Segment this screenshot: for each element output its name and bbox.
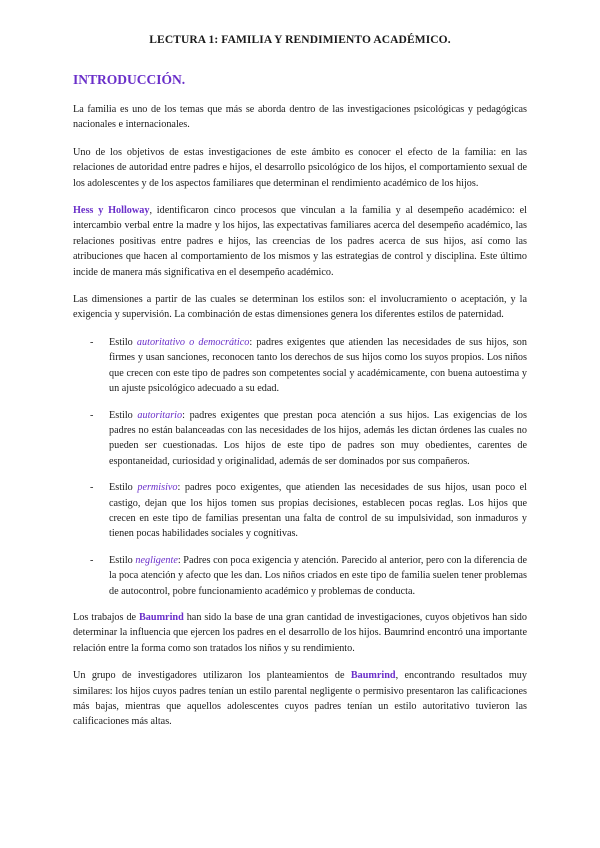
author-name-baumrind: Baumrind — [139, 611, 184, 623]
paragraph-5-lead: Los trabajos de — [73, 611, 140, 623]
list-dash: - — [90, 482, 94, 494]
parenting-styles-list — [73, 335, 527, 599]
list-item-style-autoritativo — [73, 335, 527, 397]
style-description: : Padres con poca exigencia y atención. Parecido al anterior, pero con la diferencia de la poca atención y afecto que les dan. Los niños criados en este tipo de familia suelen tener problemas de autocontrol, pobre funcionamiento académico y problemas de conducta. — [109, 554, 527, 597]
list-item-style-permisivo — [73, 480, 527, 542]
style-prefix: Estilo — [109, 482, 138, 494]
document-page — [73, 34, 527, 742]
list-dash: - — [90, 336, 94, 348]
paragraph-6-text: , encontrando resultados muy similares: los hijos cuyos padres tenían un estilo parental negligente o permisivo presentaron las calificaciones más bajas, mientras que aquellos adolescentes cuyos padres tenían un estilo autoritativo tuvieron las calificaciones más altas. — [73, 670, 527, 728]
list-dash: - — [90, 409, 94, 421]
paragraph-3 — [73, 203, 527, 280]
style-term: autoritario — [137, 409, 183, 421]
paragraph-4: Las dimensiones a partir de las cuales se determinan los estilos son: el involucramiento o aceptación, y la exigencia y supervisión. La combinación de estas dimensiones genera los diferentes estilos de paternidad. — [73, 294, 527, 321]
paragraph-5 — [73, 610, 527, 656]
paragraph-5-text: han sido la base de una gran cantidad de investigaciones, cuyos objetivos han sido determinar la influencia que ejercen los padres en el desarrollo de los hijos. Baumrind encontró una importante relación entre la forma como son tratados los niños y su rendimiento. — [73, 611, 527, 654]
style-prefix: Estilo — [109, 409, 138, 421]
style-prefix: Estilo — [109, 336, 137, 348]
paragraph-6-lead: Un grupo de investigadores utilizaron los planteamientos de — [73, 670, 351, 682]
paragraph-6 — [73, 668, 527, 730]
list-dash: - — [90, 554, 94, 566]
style-description: : padres exigentes que atienden las necesidades de sus hijos, son firmes y usan sanciones, reconocen tanto los derechos de sus hijos como los suyos propios. Los niños que crecen con este tipo de padres son competentes social y académicamente, con buena autoestima y un ajuste psicológico adecuado a su edad. — [109, 336, 527, 395]
style-description: : padres exigentes que prestan poca atención a sus hijos. Las exigencias de los padres no están balanceadas con las necesidades de los hijos, además les dictan órdenes las cuales no pueden ser cuestionadas. Los hijos de este tipo de padres son muy obedientes, carentes de espontaneidad, curiosidad y originalidad, además de ser dominados por sus compañeros. — [109, 409, 527, 467]
paragraph-3-text: , identificaron cinco procesos que vinculan a la familia y al desempeño académico: el intercambio verbal entre la madre y los hijos, las expectativas familiares acerca del desempeño académico, las relaciones positivas entre padres e hijos, las creencias de los padres acerca de sus hijos, así como las atribuciones que hacen al comportamiento de los mismos y las estrategias de control y disciplina. Este último incide de manera más significativa en el desempeño académico. — [73, 205, 527, 278]
author-name-hess-holloway: Hess y Holloway — [73, 205, 150, 217]
style-prefix: Estilo — [109, 554, 136, 566]
list-item-style-autoritario — [73, 408, 527, 470]
style-term: permisivo — [137, 482, 178, 494]
document-title: LECTURA 1: FAMILIA Y RENDIMIENTO ACADÉMICO. — [149, 34, 451, 46]
author-name-baumrind: Baumrind — [350, 670, 396, 682]
list-item-style-negligente — [73, 553, 527, 599]
style-term: negligente — [135, 554, 178, 566]
paragraph-2: Uno de los objetivos de estas investigaciones de este ámbito es conocer el efecto de la familia: en las relaciones de autoridad entre padres e hijos, el desarrollo psicológico de los hijos, el comportamiento sexual de los adolescentes y de los aspectos familiares que determinan el rendimiento académico de los hijos. — [73, 146, 527, 189]
section-heading-introduccion: INTRODUCCIÓN. — [73, 72, 186, 87]
paragraph-1: La familia es uno de los temas que más se aborda dentro de las investigaciones psicológicas y pedagógicas nacionales e internacionales. — [73, 104, 527, 131]
style-description: : padres poco exigentes, que atienden las necesidades de sus hijos, usan poco el castigo, dejan que los hijos tomen sus propias decisiones, establecen pocas reglas. Los hijos que crecen en este tipo de familias presentan una falta de control de su impulsividad, son inmaduros y tienen pocas habilidades sociales y cognitivas. — [109, 482, 528, 540]
style-term: autoritativo o democrático — [136, 336, 250, 348]
